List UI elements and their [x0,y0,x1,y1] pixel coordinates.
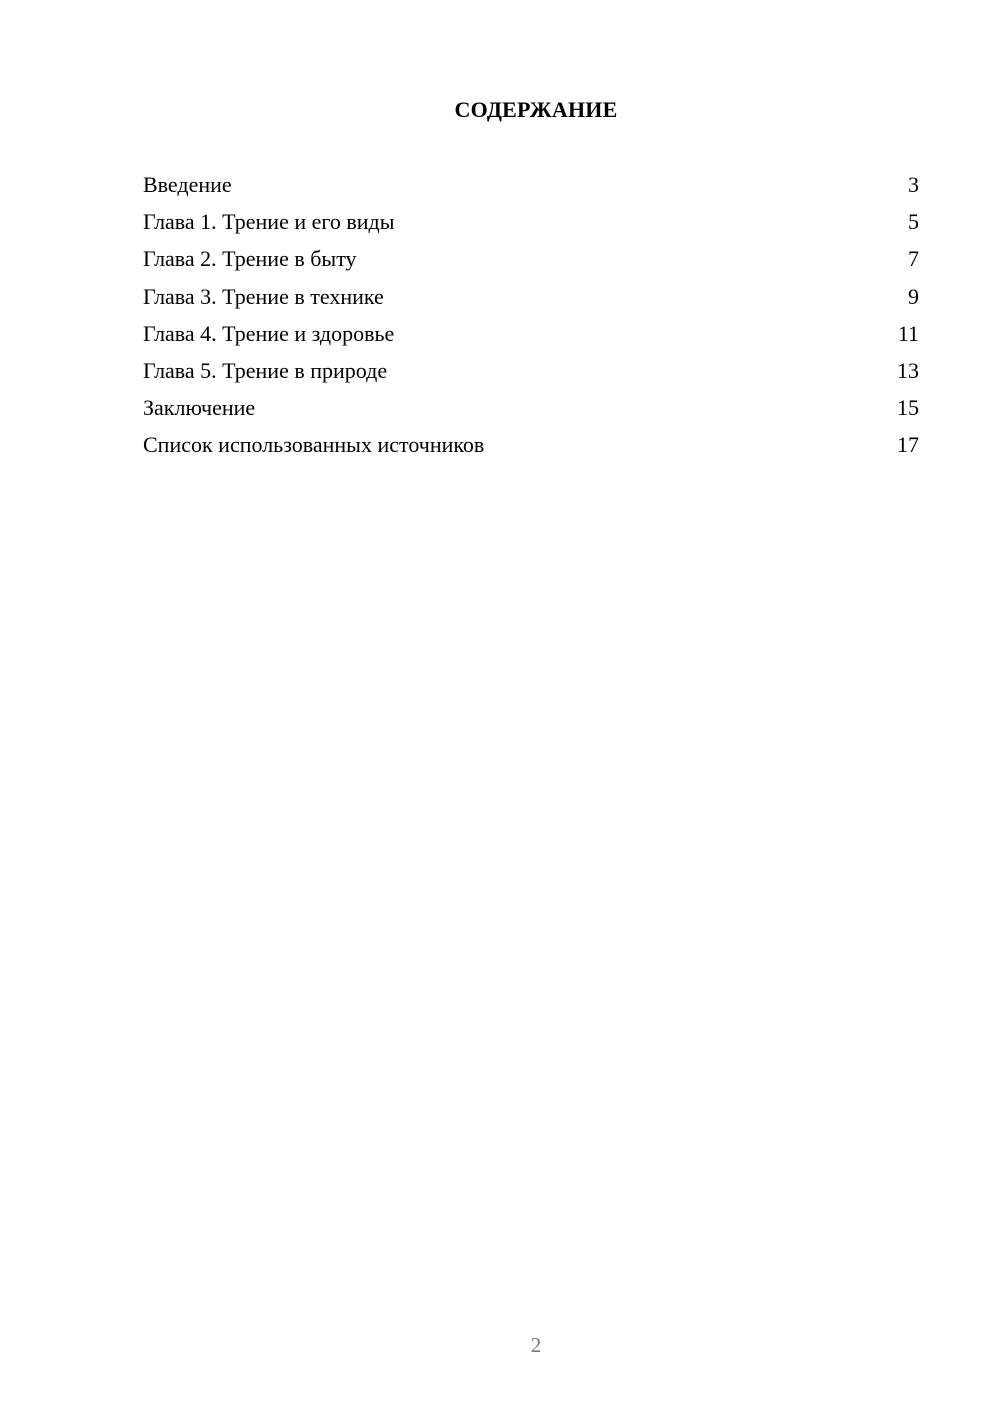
toc-entry-page: 3 [908,172,919,197]
toc-entry-label: Список использованных источников [143,432,485,458]
toc-entry-references [143,428,919,465]
toc-entry-page: 9 [908,283,919,309]
toc-entry-page: 17 [897,432,919,458]
toc-title: СОДЕРЖАНИЕ [454,97,618,122]
toc-entry-page: 15 [897,395,919,421]
toc-entry-label: Глава 4. Трение и здоровье [143,320,395,346]
toc-entry-page: 5 [908,209,919,235]
toc-entry-introduction [143,168,919,205]
toc-entry-label: Введение [143,172,232,197]
toc-entry-chapter-5 [143,354,919,391]
toc-entry-page: 13 [897,357,919,383]
toc-entry-chapter-1 [143,205,919,242]
toc-entry-chapter-2 [143,242,919,279]
toc-entry-chapter-4 [143,317,919,354]
toc-entry-page: 11 [897,320,919,346]
toc-entry-label: Глава 5. Трение в природе [143,357,388,383]
toc-entry-chapter-3 [143,280,919,317]
table-of-contents [143,168,919,466]
toc-entry-label: Глава 3. Трение в технике [143,283,384,309]
toc-entry-label: Глава 2. Трение в быту [143,246,357,272]
toc-entry-conclusion [143,391,919,428]
toc-entry-page: 7 [908,246,919,272]
page-number: 2 [530,1333,542,1357]
toc-entry-label: Глава 1. Трение и его виды [143,209,395,235]
toc-entry-label: Заключение [143,395,256,421]
